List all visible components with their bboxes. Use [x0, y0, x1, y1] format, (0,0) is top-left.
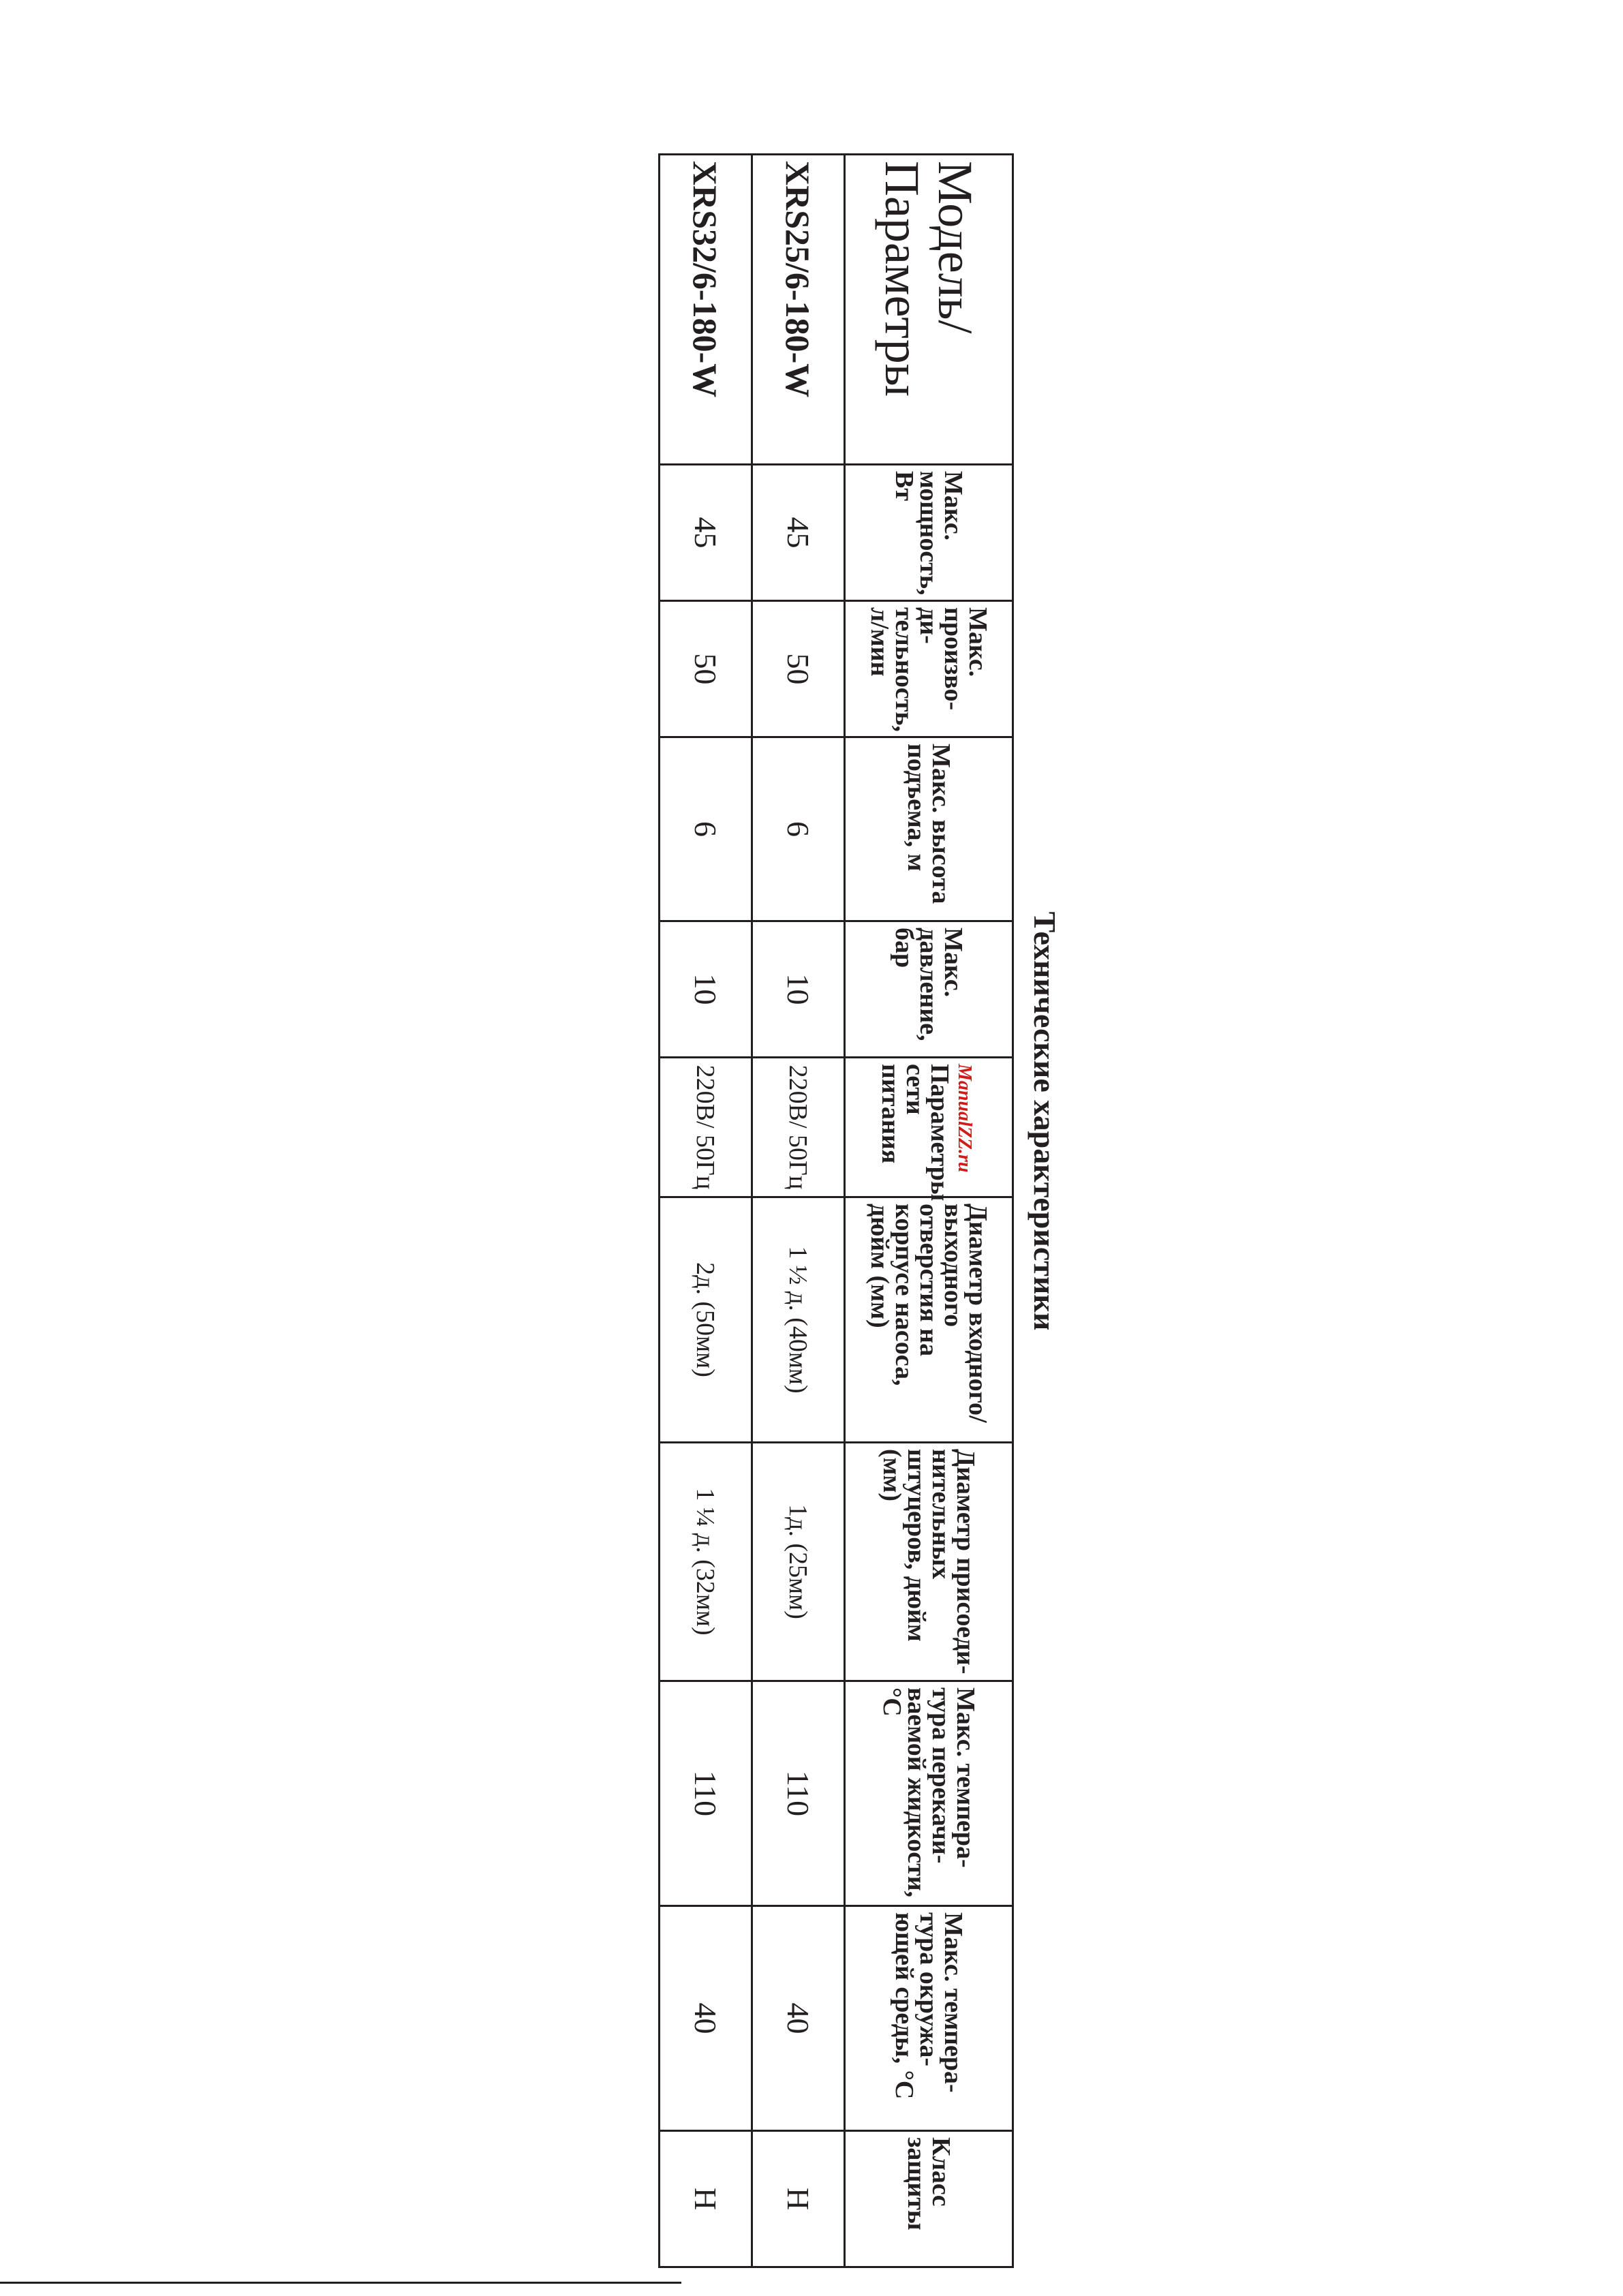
cell-pressure: 10 [660, 921, 752, 1058]
cell-head: 6 [660, 737, 752, 921]
cell-pressure: 10 [752, 921, 845, 1058]
table-caption: Технические характеристики [1027, 911, 1062, 1331]
header-connection-diameter: Диаметр присоединительных штуцеров, дюйм (мм) [845, 1443, 1013, 1681]
header-mains [845, 1058, 1013, 1201]
watermark: ManualZZ.ru [954, 1064, 975, 1173]
header-flow: Макс. производительность, л/мин [845, 601, 1013, 737]
header-power: Макс. мощность, Вт [845, 465, 1013, 601]
cell-body-diameter: 2д. (50мм) [660, 1197, 752, 1443]
header-head: Макс. высота подъема, м [845, 737, 1013, 921]
cell-protection-class: H [660, 2131, 752, 2267]
cell-connection-diameter: 1д. (25мм) [752, 1443, 845, 1681]
specifications-table [658, 153, 1014, 2268]
cell-protection-class: H [752, 2131, 845, 2267]
table-row [660, 155, 752, 2267]
cell-liquid-temperature: 110 [752, 1681, 845, 1906]
header-row [845, 155, 1013, 2267]
cell-connection-diameter: 1 ¼ д. (32мм) [660, 1443, 752, 1681]
cell-flow: 50 [752, 601, 845, 737]
cell-head: 6 [752, 737, 845, 921]
cell-ambient-temperature: 40 [660, 1906, 752, 2131]
cell-mains: 220В/ 50Гц [660, 1058, 752, 1197]
header-protection-class: Класс защиты [845, 2131, 1013, 2267]
cell-body-diameter: 1 ½ д. (40мм) [752, 1197, 845, 1443]
cell-liquid-temperature: 110 [660, 1681, 752, 1906]
cell-mains: 220В/ 50Гц [752, 1058, 845, 1197]
header-liquid-temperature: Макс. температура перекачиваемой жидкости, °С [845, 1681, 1013, 1906]
footnote-divider [0, 2282, 681, 2284]
header-body-diameter: Диаметр входного/ выходного отверстия на корпусе насоса, дюйм (мм) [845, 1197, 1013, 1443]
header-ambient-temperature: Макс. температура окружающей среды, °С [845, 1906, 1013, 2131]
cell-flow: 50 [660, 601, 752, 737]
cell-power: 45 [660, 465, 752, 601]
rotated-spec-sheet [666, 153, 1068, 2231]
header-pressure: Макс. давление, бар [845, 921, 1013, 1058]
cell-model: XRS25/6-180-W [752, 155, 845, 465]
cell-model: XRS32/6-180-W [660, 155, 752, 465]
cell-power: 45 [752, 465, 845, 601]
table-row [752, 155, 845, 2267]
header-model: Модель/ Параметры [845, 155, 1013, 465]
header-mains-label: Параметры сети питания [876, 1064, 954, 1201]
cell-ambient-temperature: 40 [752, 1906, 845, 2131]
